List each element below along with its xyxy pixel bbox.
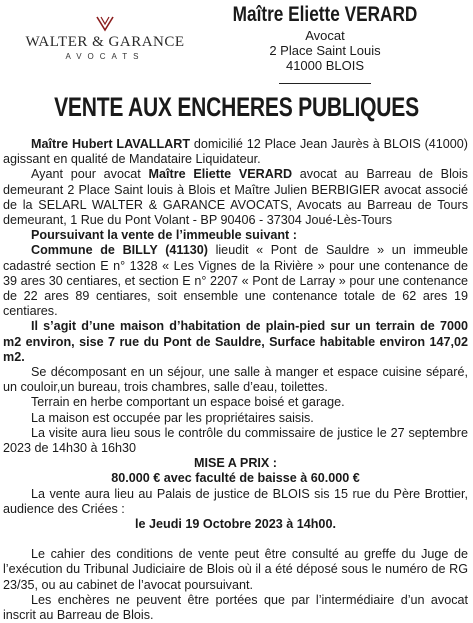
- reserve-amount: [3, 471, 468, 486]
- lawyer-header: [205, 2, 445, 84]
- paragraph-pursuing: [3, 228, 468, 243]
- paragraph-liquidator: [3, 137, 468, 167]
- firm-logo-name: WALTER & GARANCE: [25, 34, 185, 50]
- lawyers-name: Maître Eliette VERARD: [148, 167, 293, 182]
- firm-emblem-icon: [94, 16, 116, 32]
- property-commune: Commune de BILLY (41130): [31, 243, 208, 258]
- notice-body: [3, 137, 468, 623]
- paragraph-bids: Les enchères ne peuvent être portées que par l’intermédiaire d’un avocat inscrit au Barreau de Blois.: [3, 592, 468, 623]
- lawyers-text-2: avocat au Barreau de Blois demeurant 2 Place Saint louis à Blois et Maître Julien BERBIGIER avocat associé de la SELARL WALTER & GARANCE AVOCATS, Avocats au Barreau de Tours demeurant, 1 Rue du Pont Volant - BP 90406 - 37304 Joué-Lès-Tours: [3, 167, 468, 228]
- paragraph-land: Terrain en herbe comportant un espace boisé et garage.: [31, 395, 345, 410]
- lawyer-address: 2 Place Saint Louis: [269, 43, 381, 58]
- reserve-amount-text: 80.000 € avec faculté de baisse à 60.000 €: [111, 471, 360, 486]
- house-text: Il s’agit d’une maison d’habitation de plain-pied sur un terrain de 7000 m2 environ, sise 7 rue du Pont de Sauldre, Surface habitable environ 147,02 m2.: [3, 319, 468, 364]
- paragraph-rooms: Se décomposant en un séjour, une salle à manger et espace cuisine séparé, un couloir,un bureau, trois chambres, salle d’eau, toilettes.: [3, 365, 468, 395]
- header-divider: [279, 83, 371, 84]
- lawyer-city: 41000 BLOIS: [285, 58, 365, 73]
- lawyer-role: Avocat: [305, 28, 345, 43]
- page-title: VENTE AUX ENCHERES PUBLIQUES: [54, 92, 419, 122]
- paragraph-visit: La visite aura lieu sous le contrôle du commissaire de justice le 27 septembre 2023 de 14h30 à 16h30: [3, 425, 468, 456]
- property-text: lieudit « Pont de Sauldre » un immeuble cadastré section E n° 1328 « Les Vignes de la Rivière » pour une contenance de 39 ares 30 centiares, et section E n° 2207 « Pont de Larray » pour une contenance de 22 ares 89 centiares, soit ensemble une contenance totale de 62 ares 19 centiares.: [3, 243, 468, 319]
- paragraph-lawyers: [3, 167, 468, 228]
- sale-date-text: le Jeudi 19 Octobre 2023 à 14h00.: [135, 517, 336, 532]
- firm-logo: [20, 16, 190, 61]
- liquidator-text: domicilié 12 Place Jean Jaurès à BLOIS (41000) agissant en qualité de Mandataire Liquidateur.: [3, 137, 468, 167]
- lawyer-name: Maître Eliette VERARD: [232, 3, 418, 26]
- paragraph-sale-location: La vente aura lieu au Palais de justice de BLOIS sis 15 rue du Père Brottier, audience des Criées :: [3, 486, 468, 516]
- lawyers-text-1: Ayant pour avocat: [31, 167, 149, 182]
- paragraph-property: [3, 243, 468, 319]
- sale-date: [3, 517, 468, 532]
- reserve-title-text: MISE A PRIX :: [193, 456, 278, 471]
- firm-logo-subtitle: AVOCATS: [65, 52, 145, 61]
- pursuing-text: Poursuivant la vente de l’immeuble suivant :: [31, 228, 297, 243]
- spacer: [3, 532, 468, 547]
- paragraph-house: [3, 319, 468, 365]
- paragraph-occupancy: La maison est occupée par les propriétaires saisis.: [31, 410, 314, 425]
- liquidator-name: Maître Hubert LAVALLART: [31, 137, 191, 151]
- paragraph-conditions: Le cahier des conditions de vente peut être consulté au greffe du Juge de l’exécution du Tribunal Judiciaire de Blois où il a été déposé sous le numéro de RG 23/35, ou au cabinet de l’avocat poursuivant.: [3, 547, 468, 592]
- reserve-title: [3, 456, 468, 471]
